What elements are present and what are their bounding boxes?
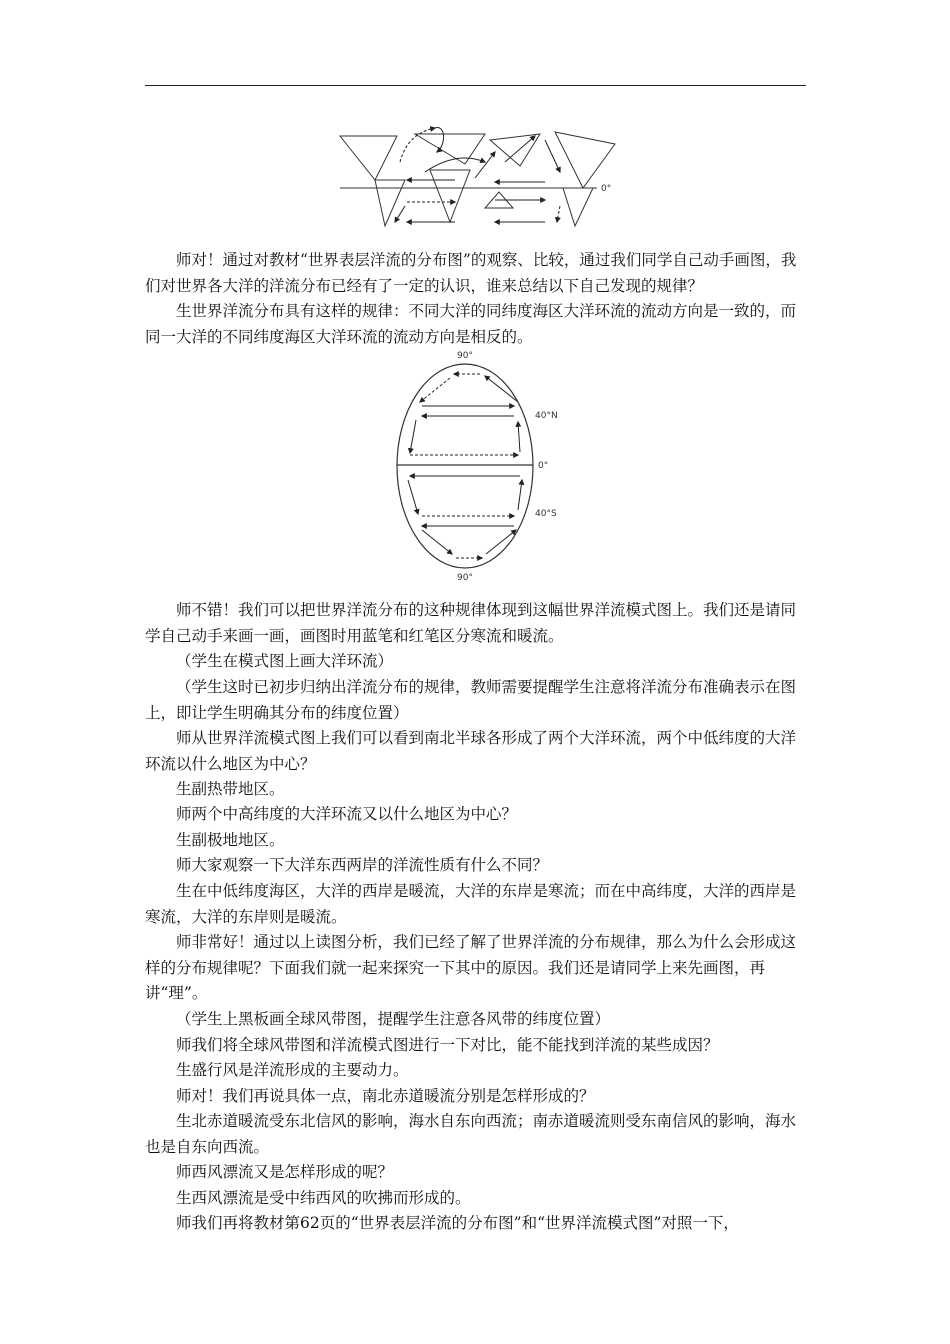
- ocean-current-model-figure: [380, 348, 580, 584]
- paragraph-teacher-3: 师从世界洋流模式图上我们可以看到南北半球各形成了两个大洋环流，两个中低纬度的大洋环流以什么地区为中心？: [145, 729, 797, 773]
- paragraph-teacher-5: 师大家观察一下大洋东西两岸的洋流性质有什么不同？: [176, 856, 549, 874]
- paragraph-teacher-10: 师我们再将教材第62页的“世界表层洋流的分布图”和“世界洋流模式图”对照一下，: [176, 1214, 739, 1232]
- equator-label: 0°: [601, 184, 612, 194]
- paragraph-student-6: 生北赤道暖流受东北信风的影响，海水自东向西流；南赤道暖流则受东南信风的影响，海水也是自东向西流。: [145, 1112, 797, 1156]
- paragraph-teacher-7: 师我们将全球风带图和洋流模式图进行一下对比，能不能找到洋流的某些成因？: [176, 1036, 719, 1054]
- lat-40s-label: 40°S: [535, 509, 557, 519]
- paragraph-student-5: 生盛行风是洋流形成的主要动力。: [176, 1061, 409, 1079]
- top-90-label: 90°: [457, 351, 473, 361]
- paragraph-student-1: 生世界洋流分布具有这样的规律：不同大洋的同纬度海区大洋环流的流动方向是一致的，而同一大洋的不同纬度海区大洋环流的流动方向是相反的。: [145, 302, 797, 346]
- paragraph-teacher-9: 师西风漂流又是怎样形成的呢？: [176, 1163, 394, 1181]
- paragraph-teacher-6: 师非常好！通过以上读图分析，我们已经了解了世界洋流的分布规律，那么为什么会形成这样的分布规律呢？下面我们就一起来探究一下其中的原因。我们还是请同学上来先画图，再讲“理”。: [145, 933, 797, 1002]
- ocean-current-sketch-figure: [335, 122, 625, 240]
- paragraph-teacher-4: 师两个中高纬度的大洋环流又以什么地区为中心？: [176, 805, 518, 823]
- paragraph-student-4: 生在中低纬度海区，大洋的西岸是暖流，大洋的东岸是寒流；而在中高纬度，大洋的西岸是寒流，大洋的东岸则是暖流。: [145, 882, 797, 926]
- lat-40n-label: 40°N: [535, 411, 558, 421]
- paragraph-student-2: 生副热带地区。: [176, 780, 285, 798]
- paragraph-note-3: （学生上黑板画全球风带图，提醒学生注意各风带的纬度位置）: [176, 1010, 611, 1028]
- paragraph-teacher-2: 师不错！我们可以把世界洋流分布的这种规律体现到这幅世界洋流模式图上。我们还是请同学自己动手来画一画，画图时用蓝笔和红笔区分寒流和暖流。: [145, 601, 797, 645]
- paragraph-teacher-1: 师对！通过对教材“世界表层洋流的分布图”的观察、比较，通过我们同学自己动手画图，我们对世界各大洋的洋流分布已经有了一定的认识，谁来总结以下自己发现的规律？: [145, 251, 797, 295]
- paragraph-note-1: （学生在模式图上画大洋环流）: [176, 652, 394, 670]
- bottom-90-label: 90°: [457, 573, 473, 583]
- equator-label: 0°: [538, 461, 549, 471]
- paragraph-teacher-8: 师对！我们再说具体一点，南北赤道暖流分别是怎样形成的？: [176, 1087, 595, 1105]
- paragraph-student-3: 生副极地地区。: [176, 831, 285, 849]
- paragraph-note-2: （学生这时已初步归纳出洋流分布的规律，教师需要提醒学生注意将洋流分布准确表示在图上，即让学生明确其分布的纬度位置）: [145, 678, 797, 722]
- paragraph-student-7: 生西风漂流是受中纬西风的吹拂而形成的。: [176, 1189, 471, 1207]
- header-rule: [145, 85, 806, 86]
